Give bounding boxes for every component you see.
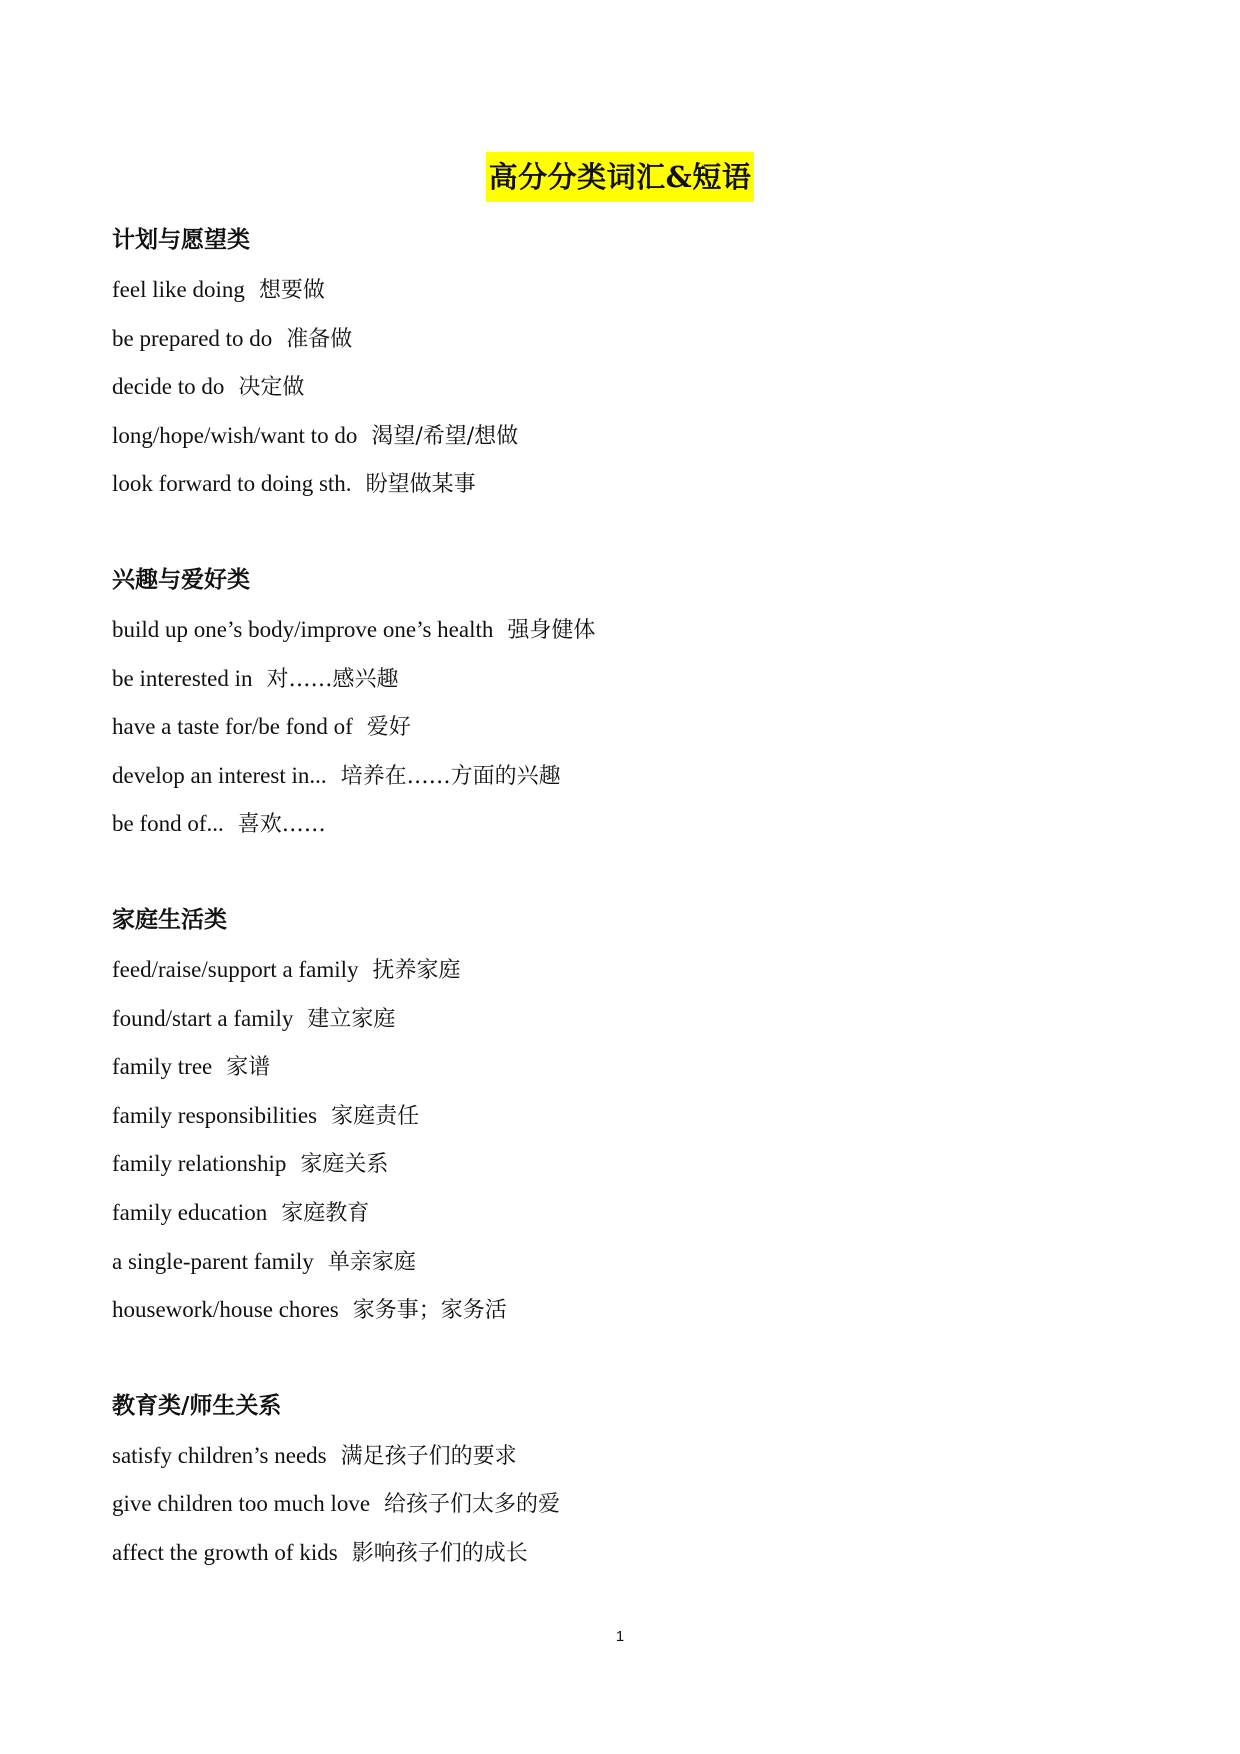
phrase-english: be interested in (112, 665, 253, 691)
phrase-entry (112, 800, 1112, 849)
phrase-entry (112, 1480, 1112, 1529)
phrase-chinese: 对……感兴趣 (266, 666, 399, 692)
phrase-entry (112, 460, 1112, 509)
section-family-life (112, 898, 1112, 1335)
phrase-english: have a taste for/be fond of (112, 714, 353, 740)
phrase-chinese: 建立家庭 (307, 1006, 396, 1032)
phrase-chinese: 家务事；家务活 (352, 1298, 507, 1324)
phrase-english: found/start a family (112, 1005, 294, 1031)
phrase-entry (112, 1432, 1112, 1481)
phrase-chinese: 培养在……方面的兴趣 (340, 763, 561, 789)
section-heading: 家庭生活类 (112, 906, 227, 933)
phrase-chinese: 渴望/希望/想做 (371, 423, 519, 449)
phrase-chinese: 盼望做某事 (365, 472, 476, 498)
phrase-entry (112, 703, 1112, 752)
phrase-english: family education (112, 1199, 268, 1225)
phrase-entry (112, 412, 1112, 461)
phrase-english: family relationship (112, 1151, 287, 1177)
phrase-entry (112, 363, 1112, 412)
phrase-chinese: 给孩子们太多的爱 (384, 1492, 561, 1518)
phrase-chinese: 喜欢…… (237, 812, 326, 838)
phrase-chinese: 准备做 (286, 326, 353, 352)
phrase-chinese: 决定做 (238, 375, 305, 401)
phrase-chinese: 想要做 (258, 278, 325, 303)
title-container (0, 152, 1240, 202)
section-plans-wishes (112, 218, 1112, 509)
phrase-english: family tree (112, 1054, 213, 1080)
phrase-english: housework/house chores (112, 1297, 339, 1323)
phrase-entry (112, 606, 1112, 655)
phrase-english: family responsibilities (112, 1102, 318, 1128)
phrase-english: build up one’s body/improve one’s health (112, 616, 494, 642)
phrase-chinese: 家谱 (226, 1055, 271, 1081)
phrase-chinese: 家庭责任 (331, 1103, 420, 1129)
section-heading: 兴趣与爱好类 (112, 566, 250, 593)
phrase-entry (112, 1286, 1112, 1335)
phrase-english: develop an interest in... (112, 762, 327, 788)
phrase-chinese: 单亲家庭 (327, 1249, 416, 1275)
phrase-entry (112, 752, 1112, 801)
phrase-english: affect the growth of kids (112, 1539, 338, 1565)
phrase-entry (112, 266, 1112, 315)
section-education-teacher-student (112, 1384, 1112, 1578)
phrase-entry (112, 655, 1112, 704)
phrase-entry (112, 315, 1112, 364)
phrase-english: a single-parent family (112, 1248, 314, 1274)
phrase-english: feel like doing (112, 277, 245, 302)
page-number: 1 (615, 1628, 625, 1645)
phrase-english: feed/raise/support a family (112, 956, 359, 982)
phrase-entry (112, 1189, 1112, 1238)
phrase-english: long/hope/wish/want to do (112, 422, 358, 448)
phrase-english: be prepared to do (112, 325, 273, 351)
phrase-english: give children too much love (112, 1491, 371, 1517)
phrase-english: satisfy children’s needs (112, 1442, 327, 1468)
section-heading: 教育类/师生关系 (112, 1392, 282, 1419)
phrase-entry (112, 1140, 1112, 1189)
phrase-english: decide to do (112, 374, 225, 400)
phrase-chinese: 影响孩子们的成长 (351, 1540, 528, 1566)
phrase-entry (112, 1238, 1112, 1287)
phrase-chinese: 强身健体 (507, 617, 596, 643)
phrase-english: look forward to doing sth. (112, 471, 352, 497)
phrase-chinese: 爱好 (366, 715, 411, 741)
phrase-entry (112, 1092, 1112, 1141)
phrase-entry (112, 995, 1112, 1044)
vocabulary-content (112, 218, 1112, 1577)
section-heading: 计划与愿望类 (112, 227, 250, 253)
phrase-entry (112, 1529, 1112, 1578)
phrase-chinese: 家庭关系 (300, 1152, 389, 1178)
phrase-chinese: 满足孩子们的要求 (340, 1443, 517, 1469)
page-title: 高分分类词汇&短语 (486, 152, 755, 202)
phrase-english: be fond of... (112, 811, 224, 837)
phrase-chinese: 家庭教育 (281, 1200, 370, 1226)
phrase-entry (112, 946, 1112, 995)
phrase-chinese: 抚养家庭 (372, 957, 461, 983)
section-interests-hobbies (112, 558, 1112, 849)
phrase-entry (112, 1043, 1112, 1092)
